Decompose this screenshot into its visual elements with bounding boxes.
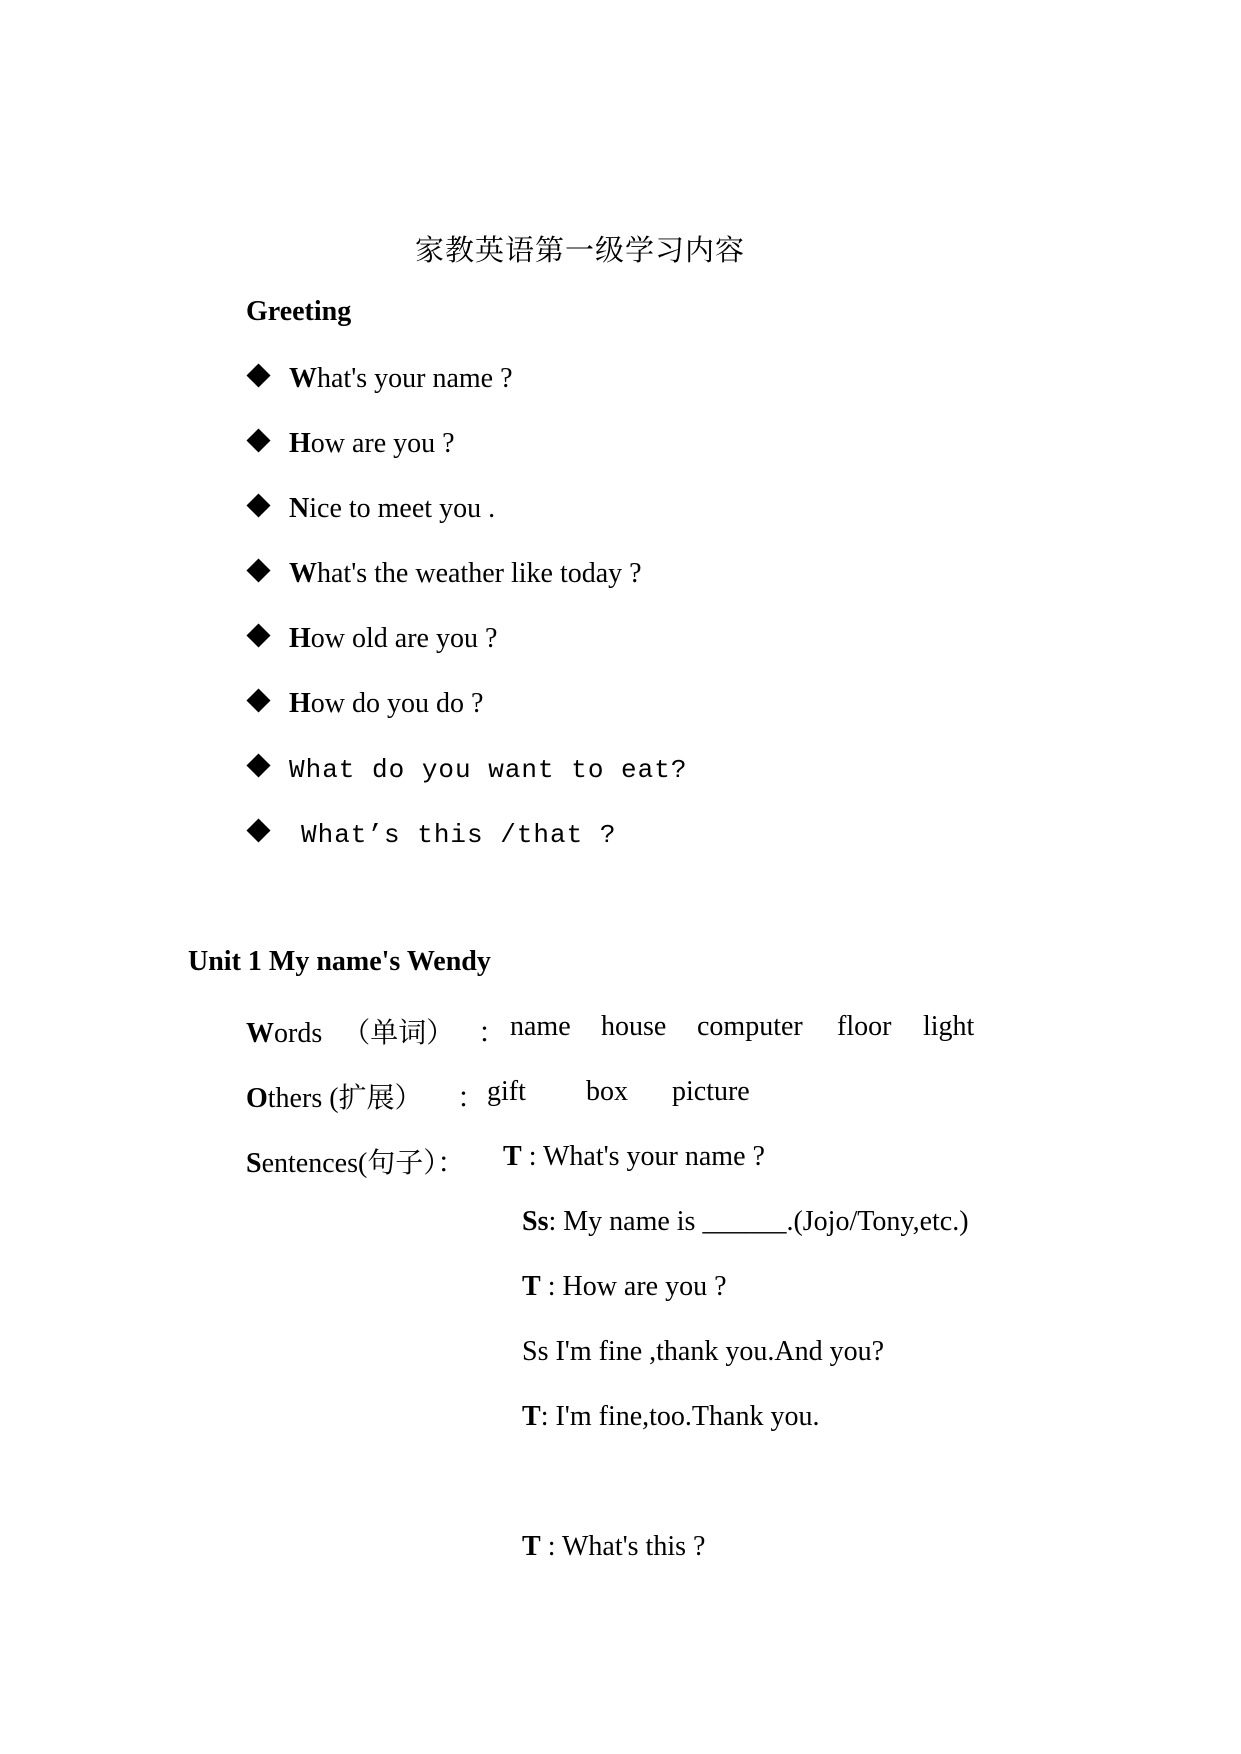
- greeting-heading: Greeting: [246, 296, 352, 327]
- dialogue-line: Ss: My name is ______.(Jojo/Tony,etc.): [522, 1206, 969, 1237]
- words-label: Words （单词）: [246, 1018, 455, 1049]
- others-label: Others (扩展）: [246, 1083, 423, 1114]
- unit-heading: Unit 1 My name's Wendy: [188, 946, 491, 977]
- diamond-bullet-icon: [246, 753, 270, 777]
- dialogue-line: T : What's your name ?: [503, 1141, 765, 1172]
- word-item: box: [586, 1076, 628, 1107]
- list-item: How do you do ?: [246, 690, 483, 718]
- diamond-bullet-icon: [246, 558, 270, 582]
- list-item: What's the weather like today ?: [246, 560, 642, 588]
- dialogue-line: T : How are you ?: [522, 1271, 727, 1302]
- diamond-bullet-icon: [246, 493, 270, 517]
- words-colon: ：: [478, 1018, 507, 1049]
- list-item: How old are you ?: [246, 625, 497, 653]
- dialogue-line: T : What's this ?: [522, 1531, 706, 1562]
- diamond-bullet-icon: [246, 363, 270, 387]
- list-item: How are you ?: [246, 430, 455, 458]
- list-item: Nice to meet you .: [246, 495, 495, 523]
- word-item: computer: [697, 1011, 803, 1042]
- word-item: light: [923, 1011, 975, 1042]
- word-item: gift: [487, 1076, 526, 1107]
- diamond-bullet-icon: [246, 623, 270, 647]
- others-colon: ：: [457, 1083, 486, 1114]
- list-item: What's your name ?: [246, 365, 513, 393]
- word-item: picture: [672, 1076, 750, 1107]
- sentences-label: Sentences(句子）：: [246, 1148, 466, 1179]
- diamond-bullet-icon: [246, 688, 270, 712]
- word-item: name: [510, 1011, 571, 1042]
- word-item: house: [601, 1011, 667, 1042]
- diamond-bullet-icon: [246, 818, 270, 842]
- list-item: What do you want to eat?: [246, 755, 687, 783]
- diamond-bullet-icon: [246, 428, 270, 452]
- dialogue-line: T: I'm fine,too.Thank you.: [522, 1401, 820, 1432]
- document-title: 家教英语第一级学习内容: [414, 235, 745, 267]
- list-item: What’s this /that ?: [246, 820, 616, 848]
- dialogue-line: Ss I'm fine ,thank you.And you?: [522, 1336, 885, 1367]
- word-item: floor: [837, 1011, 892, 1042]
